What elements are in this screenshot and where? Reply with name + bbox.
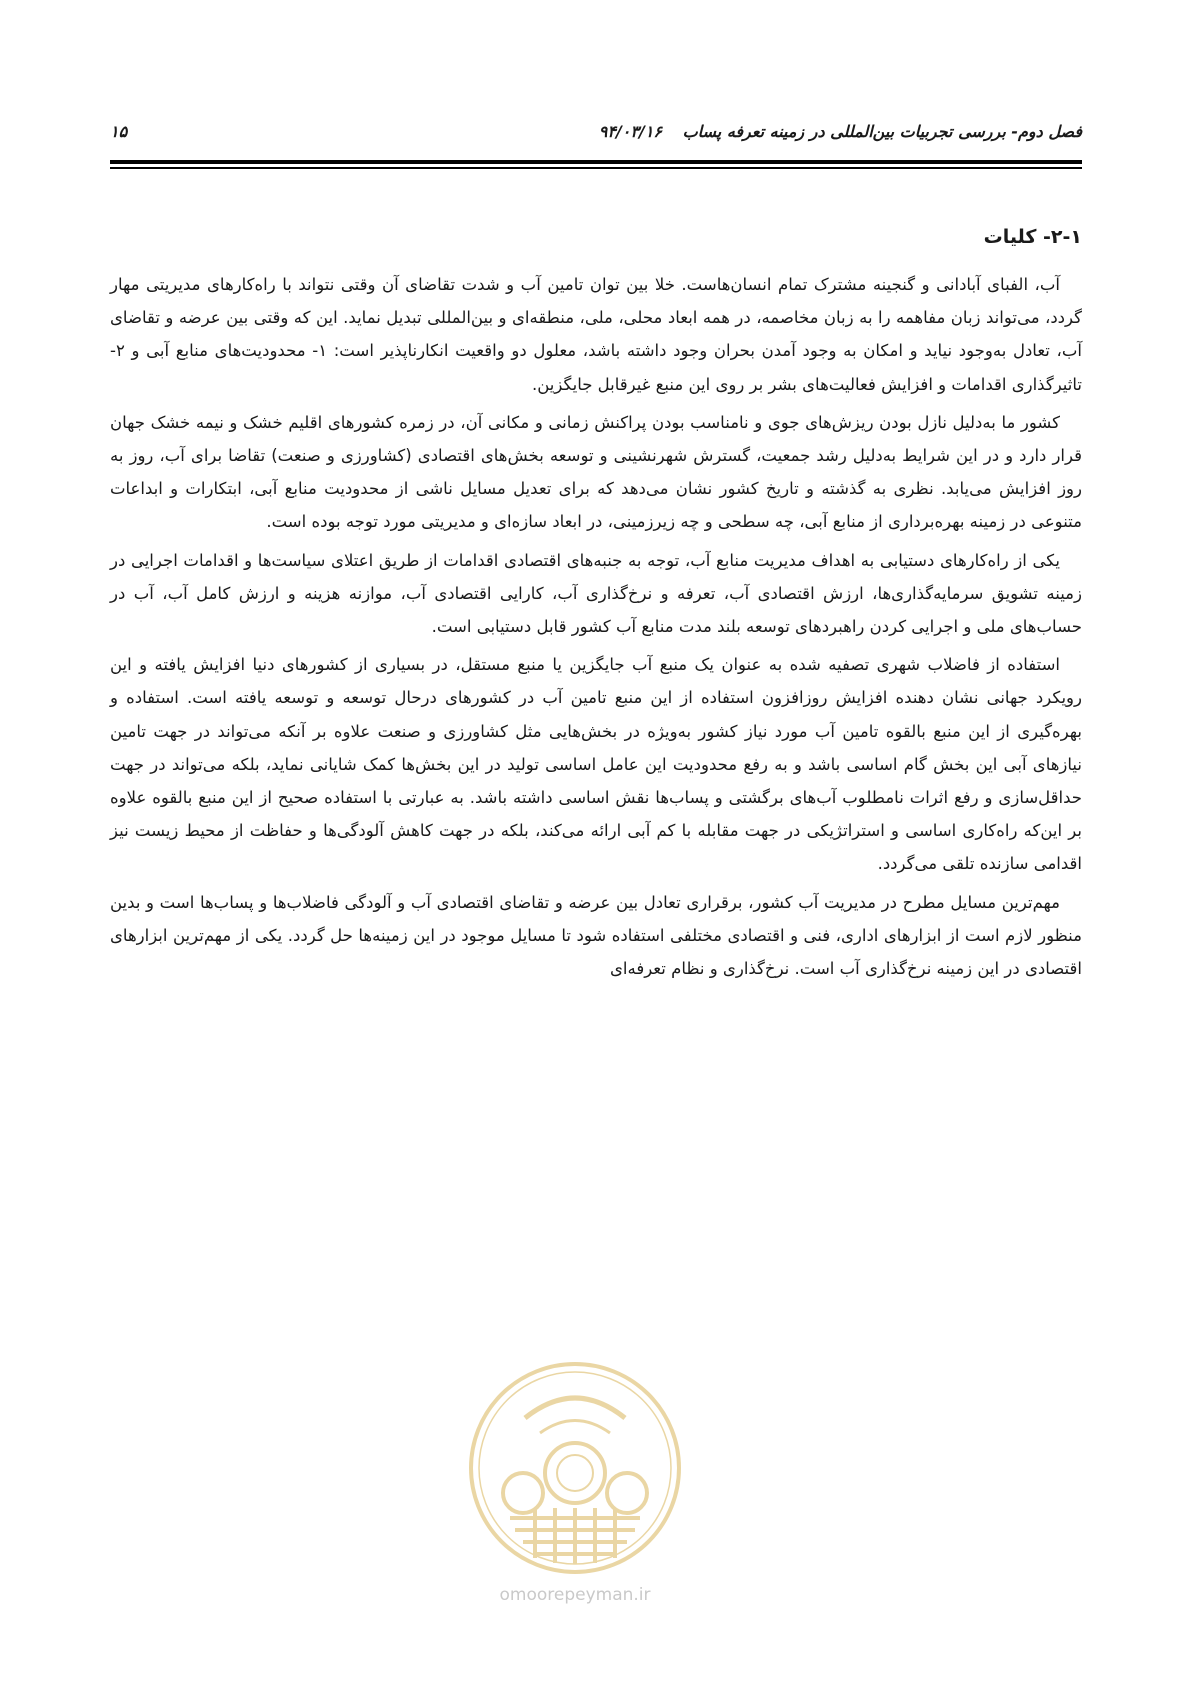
chapter-title: فصل دوم- بررسی تجربیات بین‌المللی در زمینه تعرفه پساب [682, 122, 1082, 141]
watermark-caption: omoorepeyman.ir [499, 1585, 651, 1605]
running-header [110, 122, 1082, 152]
page-number: ۱۵ [110, 122, 128, 141]
watermark-seal-icon [465, 1358, 685, 1578]
section-heading: ۲-۱- کلیات [983, 226, 1082, 248]
paragraph: آب، الفبای آبادانی و گنجینه مشترک تمام انسان‌هاست. خلا بین توان تامین آب و شدت تقاضای آن وقتی نتواند با راه‌کارهای مدیریتی مهار گردد، می‌تواند زبان مفاهمه را به زبان مخاصمه، در همه ابعاد محلی، ملی، منطقه‌ای و بین‌المللی تبدیل نماید. این که وقتی بین عرضه و تقاضای آب، تعادل به‌وجود نیاید و امکان به وجود آمدن بحران وجود داشته باشد، معلول دو واقعیت انکارناپذیر است: ۱- محدودیت‌های منابع آبی و ۲- تاثیرگذاری اقدامات و افزایش فعالیت‌های بشر بر روی این منبع غیرقابل جایگزین. [110, 275, 1082, 394]
paragraph: مهم‌ترین مسایل مطرح در مدیریت آب کشور، برقراری تعادل بین عرضه و تقاضای اقتصادی آب و آلودگی فاضلاب‌ها و پساب‌ها است و بدین منظور لازم است از ابزارهای اداری، فنی و اقتصادی مختلفی استفاده شود تا مسایل موجود در این زمینه‌ها حل گردد. یکی از مهم‌ترین ابزارهای اقتصادی در این زمینه نرخ‌گذاری آب است. نرخ‌گذاری و نظام تعرفه‌ای [110, 892, 1082, 979]
header-rule-thin [110, 167, 1082, 169]
paragraph: استفاده از فاضلاب شهری تصفیه شده به عنوان یک منبع آب جایگزین یا منبع مستقل، در بسیاری از کشورهای دنیا افزایش یافته و این رویکرد جهانی نشان دهنده افزایش روزافزون استفاده از این منبع تامین آب در کشورهای درحال توسعه و توسعه یافته است. استفاده و بهره‌گیری از این منبع بالقوه تامین آب مورد نیاز کشور به‌ویژه در بخش‌هایی مثل کشاورزی و صنعت علاوه بر آنکه می‌تواند در جهت تامین نیازهای آبی این بخش گام اساسی باشد و به رفع محدودیت این عامل اساسی تولید در این بخش‌ها کمک شایانی نماید، بلکه می‌تواند در جهت حداقل‌سازی و رفع اثرات نامطلوب آب‌های برگشتی و پساب‌ها نقش اساسی داشته باشد. به عبارتی با استفاده صحیح از این منبع بالقوه علاوه بر این‌که راه‌کاری اساسی و استراتژیکی در جهت مقابله با کم آبی ارائه می‌کند، بلکه در جهت کاهش آلودگی‌ها و حفاظت از محیط زیست نیز اقدامی سازنده تلقی می‌گردد. [110, 655, 1082, 874]
page-body [110, 222, 1082, 990]
header-rule-thick [110, 160, 1082, 164]
header-date: ۹۴/۰۳/۱۶ [598, 122, 662, 141]
paragraph: یکی از راه‌کارهای دستیابی به اهداف مدیریت منابع آب، توجه به جنبه‌های اقتصادی اقدامات از طریق اعتلای سیاست‌ها و اقدامات اجرایی در زمینه تشویق سرمایه‌گذاری‌ها، ارزش اقتصادی آب، تعرفه و نرخ‌گذاری آب، کارایی اقتصادی آب، موازنه هزینه و ارزش کامل آب، آب در حساب‌های ملی و اجرایی کردن راهبردهای توسعه بلند مدت منابع آب کشور قابل دستیابی است. [110, 550, 1082, 637]
paragraph: کشور ما به‌دلیل نازل بودن ریزش‌های جوی و نامناسب بودن پراکنش زمانی و مکانی آن، در زمره کشورهای اقلیم خشک و نیمه خشک جهان قرار دارد و در این شرایط به‌دلیل رشد جمعیت، گسترش شهرنشینی و توسعه بخش‌های اقتصادی (کشاورزی و صنعت) تقاضا برای آب، روز به روز افزایش می‌یابد. نظری به گذشته و تاریخ کشور نشان می‌دهد که برای تعدیل مسایل ناشی از محدودیت منابع آبی، ابتکارات و ابداعات متنوعی در زمینه بهره‌برداری از منابع آبی، چه سطحی و چه زیرزمینی، در ابعاد سازه‌ای و مدیریتی مورد توجه بوده است. [110, 412, 1082, 532]
